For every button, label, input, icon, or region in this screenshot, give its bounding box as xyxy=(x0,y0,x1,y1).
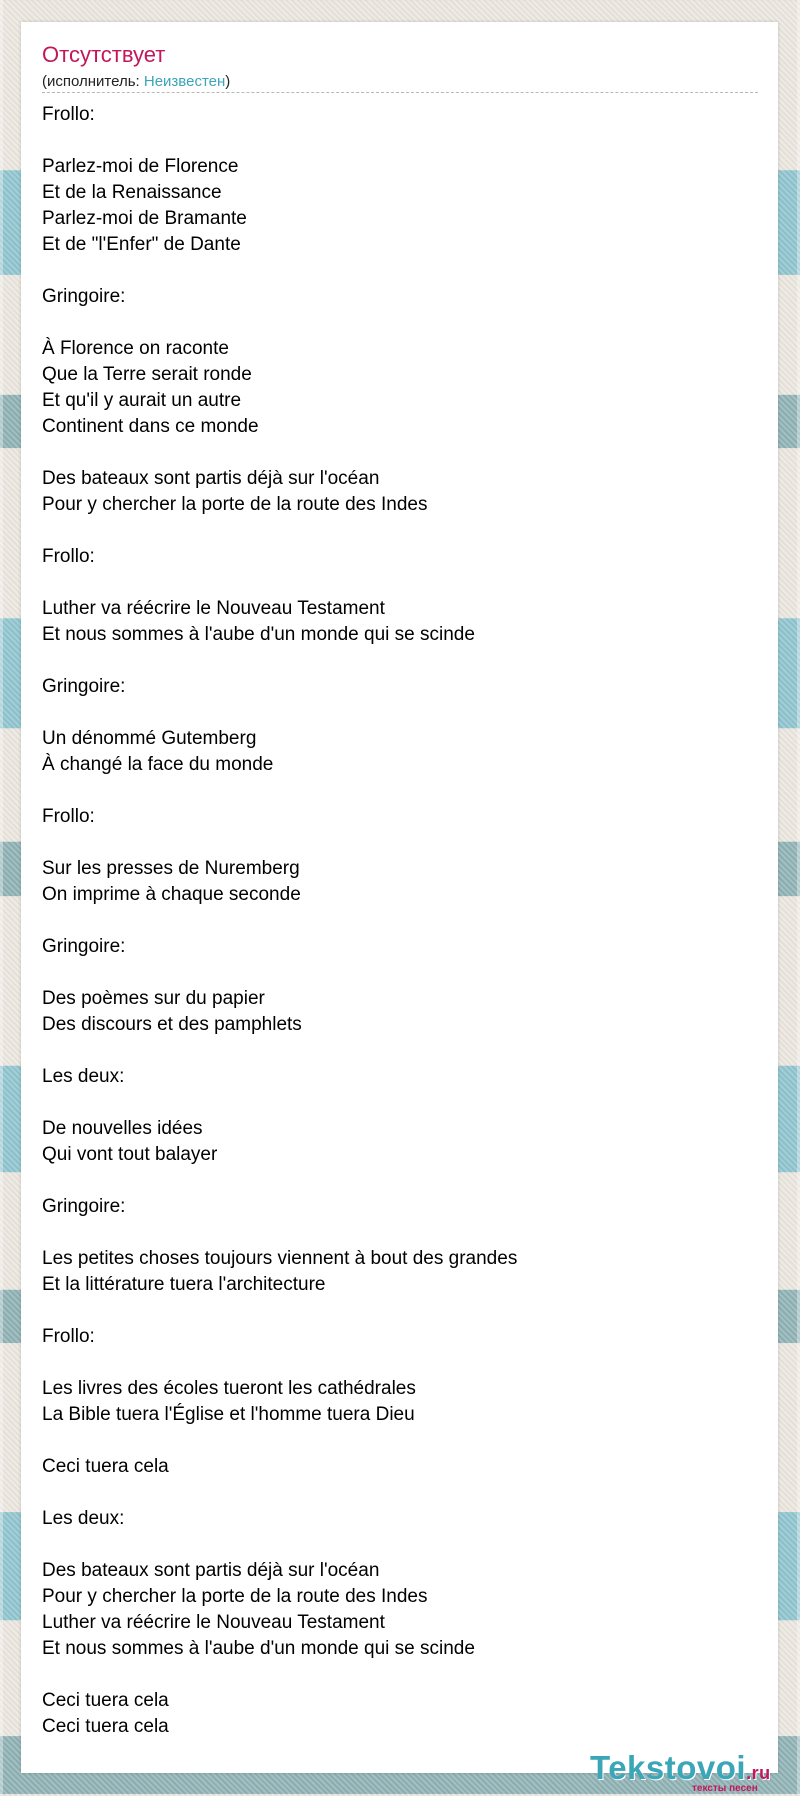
lyric-line: Les livres des écoles tueront les cathédrales xyxy=(42,1378,416,1399)
lyric-line: Frollo: xyxy=(42,1326,95,1347)
lyric-line: Et de la Renaissance xyxy=(42,182,222,203)
song-title: Отсутствует xyxy=(42,42,166,67)
lyric-line: Pour y chercher la porte de la route des Indes xyxy=(42,1586,428,1607)
lyric-line: Les deux: xyxy=(42,1066,125,1087)
lyric-line: Gringoire: xyxy=(42,936,126,957)
artist-prefix: (исполнитель: xyxy=(42,73,144,90)
lyric-line: Continent dans ce monde xyxy=(42,416,259,437)
background-edge-left xyxy=(0,0,3,1794)
lyric-line: Frollo: xyxy=(42,546,95,567)
lyric-line: Luther va réécrire le Nouveau Testament xyxy=(42,1612,385,1633)
artist-line xyxy=(42,73,230,91)
lyric-line: Qui vont tout balayer xyxy=(42,1144,218,1165)
lyric-blank-line xyxy=(42,258,758,284)
lyric-line: Ceci tuera cela xyxy=(42,1716,169,1737)
lyric-blank-line xyxy=(42,830,758,856)
lyric-blank-line xyxy=(42,908,758,934)
title-divider xyxy=(42,92,758,93)
lyric-blank-line xyxy=(42,570,758,596)
lyric-blank-line xyxy=(42,310,758,336)
lyric-blank-line xyxy=(42,1480,758,1506)
lyric-line: Des bateaux sont partis déjà sur l'océan xyxy=(42,468,380,489)
lyric-line: Gringoire: xyxy=(42,1196,126,1217)
lyric-line: Sur les presses de Nuremberg xyxy=(42,858,300,879)
lyric-line: Gringoire: xyxy=(42,676,126,697)
lyric-blank-line xyxy=(42,1298,758,1324)
lyric-line: Des bateaux sont partis déjà sur l'océan xyxy=(42,1560,380,1581)
lyric-line: À Florence on raconte xyxy=(42,338,229,359)
lyric-line: Et nous sommes à l'aube d'un monde qui se scinde xyxy=(42,1638,475,1659)
lyric-line: Des discours et des pamphlets xyxy=(42,1014,302,1035)
lyric-line: La Bible tuera l'Église et l'homme tuera Dieu xyxy=(42,1404,415,1425)
lyric-blank-line xyxy=(42,1038,758,1064)
lyric-blank-line xyxy=(42,1662,758,1688)
lyric-line: Pour y chercher la porte de la route des Indes xyxy=(42,494,428,515)
lyric-line: Des poèmes sur du papier xyxy=(42,988,265,1009)
lyric-line: Frollo: xyxy=(42,806,95,827)
lyric-blank-line xyxy=(42,778,758,804)
lyrics-text xyxy=(42,102,758,1740)
lyric-line: Luther va réécrire le Nouveau Testament xyxy=(42,598,385,619)
lyric-line: Et la littérature tuera l'architecture xyxy=(42,1274,326,1295)
lyric-blank-line xyxy=(42,128,758,154)
lyric-line: De nouvelles idées xyxy=(42,1118,203,1139)
site-logo[interactable] xyxy=(590,1750,796,1796)
lyric-line: Parlez-moi de Florence xyxy=(42,156,239,177)
logo-tld: .ru xyxy=(746,1763,771,1783)
lyric-line: Parlez-moi de Bramante xyxy=(42,208,247,229)
lyric-line: Et de "l'Enfer" de Dante xyxy=(42,234,241,255)
lyric-blank-line xyxy=(42,1090,758,1116)
lyric-line: Frollo: xyxy=(42,104,95,125)
lyric-line: Les deux: xyxy=(42,1508,125,1529)
lyric-line: Ceci tuera cela xyxy=(42,1456,169,1477)
artist-suffix: ) xyxy=(225,73,231,90)
lyric-line: À changé la face du monde xyxy=(42,754,274,775)
lyric-blank-line xyxy=(42,1350,758,1376)
lyric-blank-line xyxy=(42,1168,758,1194)
lyric-line: On imprime à chaque seconde xyxy=(42,884,301,905)
lyric-blank-line xyxy=(42,1428,758,1454)
lyric-blank-line xyxy=(42,440,758,466)
lyric-blank-line xyxy=(42,700,758,726)
lyric-line: Gringoire: xyxy=(42,286,126,307)
logo-name: Tekstovoi xyxy=(590,1749,747,1786)
lyric-blank-line xyxy=(42,960,758,986)
lyric-line: Les petites choses toujours viennent à bout des grandes xyxy=(42,1248,518,1269)
artist-link[interactable]: Неизвестен xyxy=(143,73,226,90)
lyric-line: Et qu'il y aurait un autre xyxy=(42,390,242,411)
lyric-line: Ceci tuera cela xyxy=(42,1690,169,1711)
lyric-blank-line xyxy=(42,648,758,674)
lyric-line: Que la Terre serait ronde xyxy=(42,364,252,385)
logo-tagline: тексты песен xyxy=(692,1783,758,1794)
lyric-line: Un dénommé Gutemberg xyxy=(42,728,257,749)
lyrics-card xyxy=(21,22,778,1794)
lyric-line: Et nous sommes à l'aube d'un monde qui se scinde xyxy=(42,624,475,645)
lyric-blank-line xyxy=(42,1220,758,1246)
lyric-blank-line xyxy=(42,1532,758,1558)
lyric-blank-line xyxy=(42,518,758,544)
